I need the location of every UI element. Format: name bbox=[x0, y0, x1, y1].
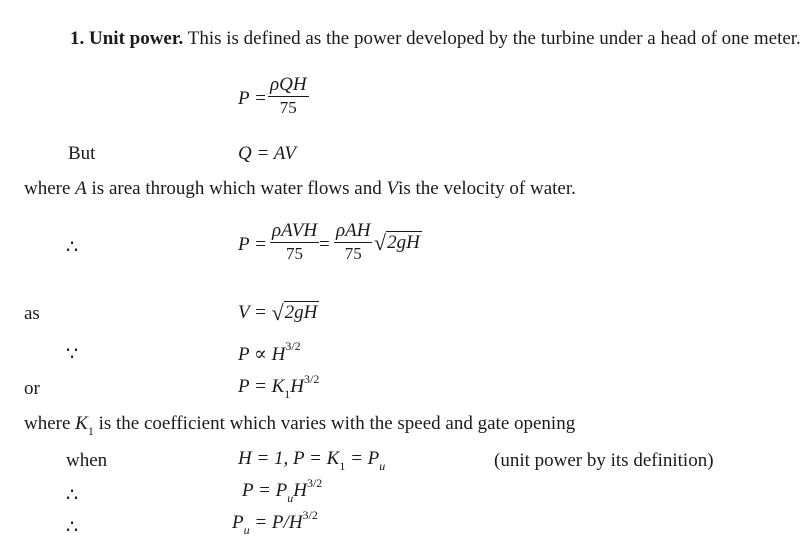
as-label: as bbox=[24, 303, 40, 324]
eq2-numerator-2: ρAH bbox=[336, 220, 371, 241]
when-equation: H = 1, $P = K_1 = P_u$ bbox=[238, 448, 386, 473]
eq2-radicand: 2gH bbox=[387, 232, 420, 253]
therefore-symbol: ∴ bbox=[66, 237, 79, 258]
eq2-lhs: P = bbox=[238, 234, 267, 255]
as-radicand: 2gH bbox=[284, 302, 318, 323]
eq2-denominator-2: 75 bbox=[344, 244, 362, 263]
because-equation: $P \propto H^{3/2}$ bbox=[238, 339, 301, 365]
or-equation: $P = K_1H^{3/2}$ bbox=[238, 372, 320, 401]
as-equation: V = √2gH bbox=[238, 300, 318, 325]
therefore-symbol-3: ∴ bbox=[66, 517, 79, 538]
because-symbol: ∵ bbox=[66, 344, 79, 365]
where-coefficient-line: where $K_1$ is the coefficient which varies with the speed and gate opening bbox=[24, 413, 576, 438]
or-label: or bbox=[24, 378, 40, 399]
eq2-fraction-2 bbox=[334, 220, 372, 265]
radical-icon: √ bbox=[271, 300, 284, 325]
eq2-sqrt bbox=[374, 228, 422, 254]
therefore-equation-2: $P_u = P/H^{3/2}$ bbox=[232, 508, 318, 537]
radical-icon: √ bbox=[374, 230, 387, 255]
eq2-fraction-1 bbox=[270, 220, 319, 265]
intro-text: This is defined as the power developed by the turbine under a head of one meter. bbox=[187, 28, 801, 49]
section-heading: 1. Unit power. bbox=[70, 28, 184, 49]
eq1-fraction bbox=[268, 74, 309, 119]
eq2-denominator-1: 75 bbox=[286, 244, 304, 263]
therefore-symbol-2: ∴ bbox=[66, 485, 79, 506]
where-area-line: where A is area through which water flows and Vis the velocity of water. bbox=[24, 178, 576, 199]
var-K1: $K_1$ bbox=[75, 413, 94, 438]
when-label: when bbox=[66, 450, 108, 471]
when-note: (unit power by its definition) bbox=[494, 450, 714, 471]
eq1-numerator: ρQH bbox=[270, 74, 307, 95]
eq2-numerator-1: ρAVH bbox=[272, 220, 318, 241]
var-A: A bbox=[75, 178, 87, 199]
eq1-lhs: P = bbox=[238, 88, 267, 109]
eq1-denominator: 75 bbox=[279, 98, 297, 117]
eq2-equals: = bbox=[319, 234, 330, 255]
var-V: V bbox=[386, 178, 399, 199]
intro-line bbox=[70, 28, 801, 50]
therefore-equation-1: $P = P_uH^{3/2}$ bbox=[242, 476, 323, 505]
but-label: But bbox=[68, 143, 96, 164]
but-equation: Q = AV bbox=[238, 143, 296, 164]
